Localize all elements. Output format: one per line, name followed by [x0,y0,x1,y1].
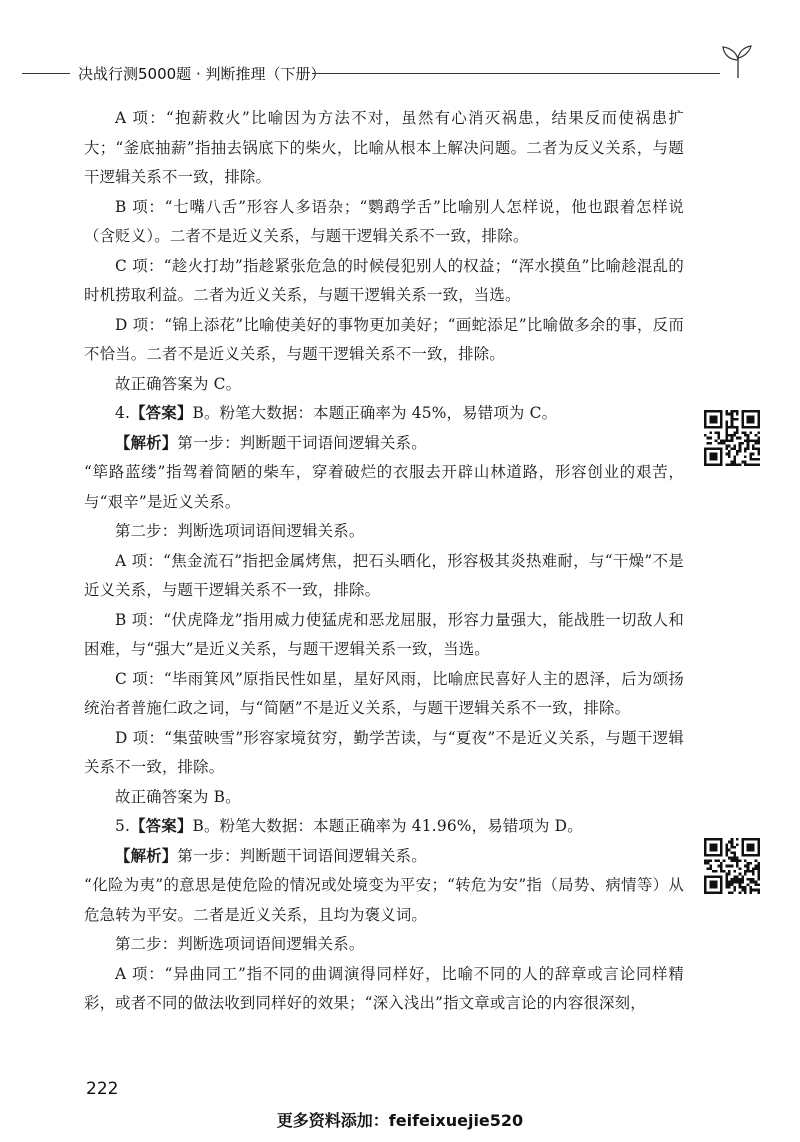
paragraph-text: “化险为夷”的意思是使危险的情况或处境变为平安；“转危为安”指（局势、病情等）从危急转为平安。二者是近义关系，且均为褒义词。 [84,876,684,924]
sprout-icon [718,44,758,80]
paragraph-step2-q4 [84,517,684,547]
paragraph-text: 故正确答案为 B。 [115,787,241,806]
paragraph-option-d-q3 [84,311,684,370]
paragraph-text: A 项：“异曲同工”指不同的曲调演得同样好，比喻不同的人的辞章或言论同样精彩，或者不同的做法收到同样好的效果；“深入浅出”指文章或言论的内容很深刻， [84,964,684,1012]
explanation-body [84,104,684,1019]
qr-code-icon[interactable] [704,410,760,466]
paragraph-conclusion-q3 [84,370,684,400]
paragraph-text: 故正确答案为 C。 [115,374,242,393]
paragraph-stem-q4 [84,458,684,517]
footer-note: 更多资料添加：feifeixuejie520 [276,1111,524,1130]
page-number: 222 [86,1079,119,1099]
paragraph-option-c-q3 [84,252,684,311]
paragraph-stem-q5 [84,871,684,930]
paragraph-option-b-q3 [84,193,684,252]
paragraph-analysis-q4 [84,429,684,459]
header-rule-right [312,73,720,74]
paragraph-text: D 项：“集萤映雪”形容家境贫穷，勤学苦读，与“夏夜”不是近义关系，与题干逻辑关系不一致，排除。 [84,728,684,776]
paragraph-text: A 项：“焦金流石”指把金属烤焦，把石头晒化，形容极其炎热难耐，与“干燥”不是近义关系，与题干逻辑关系不一致，排除。 [84,551,684,599]
analysis-label: 【解析】 [115,433,178,452]
header-title: 决战行测5000题 · 判断推理（下册） [78,65,326,83]
running-header [0,58,800,88]
paragraph-text: B。粉笔大数据：本题正确率为 41.96%，易错项为 D。 [192,817,583,835]
paragraph-text: B 项：“伏虎降龙”指用威力使猛虎和恶龙屈服，形容力量强大，能战胜一切敌人和困难，与“强大”是近义关系，与题干逻辑关系一致，当选。 [84,610,684,658]
paragraph-option-a-q4 [84,547,684,606]
question-number: 4. [115,404,131,422]
paragraph-analysis-q5 [84,842,684,872]
paragraph-text: 第一步：判断题干词语间逻辑关系。 [177,846,427,865]
analysis-label: 【解析】 [115,846,178,865]
paragraph-answer-q4 [84,399,684,429]
paragraph-text: 第一步：判断题干词语间逻辑关系。 [177,433,427,452]
paragraph-text: C 项：“趁火打劫”指趁紧张危急的时候侵犯别人的权益；“浑水摸鱼”比喻趁混乱的时机捞取利益。二者为近义关系，与题干逻辑关系一致，当选。 [84,256,684,304]
qr-code-icon[interactable] [704,838,760,894]
paragraph-option-a-q5 [84,960,684,1019]
paragraph-option-d-q4 [84,724,684,783]
paragraph-answer-q5 [84,812,684,842]
paragraph-conclusion-q4 [84,783,684,813]
paragraph-step2-q5 [84,930,684,960]
paragraph-text: B 项：“七嘴八舌”形容人多语杂；“鹦鹉学舌”比喻别人怎样说，他也跟着怎样说（含贬义）。二者不是近义关系，与题干逻辑关系不一致，排除。 [84,197,684,245]
paragraph-option-c-q4 [84,665,684,724]
paragraph-text: 第二步：判断选项词语间逻辑关系。 [115,935,365,953]
paragraph-text: A 项：“抱薪救火”比喻因为方法不对，虽然有心消灭祸患，结果反而使祸患扩大；“釜底抽薪”指抽去锅底下的柴火，比喻从根本上解决问题。二者为反义关系，与题干逻辑关系不一致，排除。 [84,109,684,186]
question-number: 5. [115,817,131,835]
paragraph-text: 第二步：判断选项词语间逻辑关系。 [115,522,365,540]
paragraph-option-a-q3 [84,104,684,193]
answer-label: 【答案】 [130,817,193,835]
answer-label: 【答案】 [130,404,193,422]
paragraph-text: “筚路蓝缕”指驾着简陋的柴车，穿着破烂的衣服去开辟山林道路，形容创业的艰苦，与“艰辛”是近义关系。 [84,463,684,511]
header-rule-left [22,73,70,74]
paragraph-text: B。粉笔大数据：本题正确率为 45%，易错项为 C。 [192,404,558,422]
paragraph-text: D 项：“锦上添花”比喻使美好的事物更加美好；“画蛇添足”比喻做多余的事，反而不恰当。二者不是近义关系，与题干逻辑关系不一致，排除。 [84,315,684,363]
paragraph-option-b-q4 [84,606,684,665]
paragraph-text: C 项：“毕雨箕风”原指民性如星，星好风雨，比喻庶民喜好人主的恩泽，后为颂扬统治者普施仁政之词，与“简陋”不是近义关系，与题干逻辑关系不一致，排除。 [84,669,684,717]
